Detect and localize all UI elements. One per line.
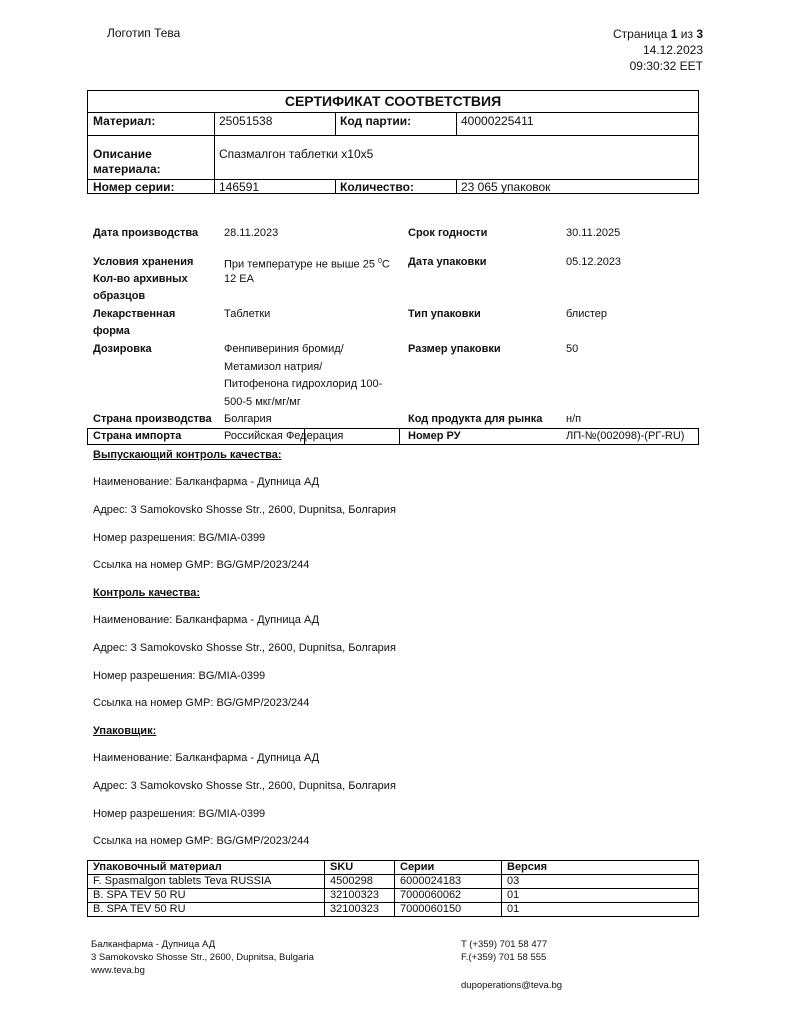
reg-label: Номер РУ xyxy=(408,430,461,442)
batch-value: 40000225411 xyxy=(461,114,534,128)
footer-email: dupoperations@teva.bg xyxy=(461,980,563,991)
quantity-label: Количество: xyxy=(340,180,414,194)
cell-series: 7000060150 xyxy=(395,903,502,917)
release-qc-gmp: Ссылка на номер GMP: BG/GMP/2023/244 xyxy=(93,559,310,571)
qc-gmp: Ссылка на номер GMP: BG/GMP/2023/244 xyxy=(93,697,310,709)
cell-version: 03 xyxy=(502,875,699,889)
form-label: Лекарственная форма xyxy=(93,308,176,337)
archive-value: 12 EA xyxy=(224,273,254,285)
quantity-value: 23 065 упаковок xyxy=(461,180,551,194)
page-number: Страница 1 из 3 xyxy=(613,27,703,41)
packer-title: Упаковщик: xyxy=(93,725,157,737)
page-header-info xyxy=(613,26,703,74)
pack-date-value: 05.12.2023 xyxy=(566,256,622,268)
import-row xyxy=(87,428,699,445)
cell-material: B. SPA TEV 50 RU xyxy=(88,903,325,917)
logo-placeholder: Логотип Тева xyxy=(107,26,181,40)
material-label: Материал: xyxy=(93,114,156,128)
pack-type-value: блистер xyxy=(566,308,608,320)
cell-material: F. Spasmalgon tablets Teva RUSSIA xyxy=(88,875,325,889)
packer-name: Наименование: Балканфарма - Дупница АД xyxy=(93,752,320,764)
storage-value: При температуре не выше 25 $^0$С xyxy=(224,258,390,271)
col-header-version: Версия xyxy=(502,861,699,875)
release-qc-name: Наименование: Балканфарма - Дупница АД xyxy=(93,476,320,488)
col-header-series: Серии xyxy=(395,861,502,875)
storage-label: Условия хранения xyxy=(93,256,194,268)
cell-sku: 32100323 xyxy=(325,903,395,917)
country-label: Страна производства xyxy=(93,413,212,425)
table-row xyxy=(88,875,699,889)
market-code-value: н/п xyxy=(566,413,582,425)
series-label: Номер серии: xyxy=(93,180,175,194)
cell-version: 01 xyxy=(502,889,699,903)
table-header-row xyxy=(88,861,699,875)
import-value: Российская Федерация xyxy=(224,430,344,442)
release-qc-permit: Номер разрешения: BG/MIA-0399 xyxy=(93,532,266,544)
import-label: Страна импорта xyxy=(93,430,182,442)
cell-version: 01 xyxy=(502,903,699,917)
release-qc-address: Адрес: 3 Samokovsko Shosse Str., 2600, Dupnitsa, Болгария xyxy=(93,504,396,516)
description-label: Описание материала: xyxy=(93,147,161,176)
col-header-sku: SKU xyxy=(325,861,395,875)
market-code-label: Код продукта для рынка xyxy=(408,413,543,425)
pack-size-label: Размер упаковки xyxy=(408,343,501,355)
batch-label: Код партии: xyxy=(340,114,412,128)
pack-size-value: 50 xyxy=(566,343,579,355)
col-header-material: Упаковочный материал xyxy=(88,861,325,875)
release-qc-title: Выпускающий контроль качества: xyxy=(93,449,282,461)
certificate-title: СЕРТИФИКАТ СООТВЕТСТВИЯ xyxy=(88,91,698,113)
dosage-label: Дозировка xyxy=(93,343,152,355)
cell-sku: 32100323 xyxy=(325,889,395,903)
archive-label: Кол-во архивных образцов xyxy=(93,273,188,302)
cell-material: B. SPA TEV 50 RU xyxy=(88,889,325,903)
pack-date-label: Дата упаковки xyxy=(408,256,487,268)
footer-website: www.teva.bg xyxy=(91,965,145,976)
footer-company-block xyxy=(91,938,314,977)
footer-contact-block xyxy=(461,938,547,964)
expiry-value: 30.11.2025 xyxy=(566,227,621,239)
qc-title: Контроль качества: xyxy=(93,587,201,599)
dosage-value: Фенпивериния бромид/Метамизол натрия/ Питофенона гидрохлорид 100-500-5 мкг/мг/мг xyxy=(224,343,383,408)
packer-address: Адрес: 3 Samokovsko Shosse Str., 2600, Dupnitsa, Болгария xyxy=(93,780,396,792)
material-value: 25051538 xyxy=(219,114,273,128)
reg-value: ЛП-№(002098)-(РГ-RU) xyxy=(566,430,685,442)
header-time: 09:30:32 EET xyxy=(629,59,703,73)
cell-sku: 4500298 xyxy=(325,875,395,889)
table-row xyxy=(88,889,699,903)
packaging-table xyxy=(87,860,699,917)
qc-address: Адрес: 3 Samokovsko Shosse Str., 2600, Dupnitsa, Болгария xyxy=(93,642,396,654)
certificate-table xyxy=(87,90,699,194)
country-value: Болгария xyxy=(224,413,272,425)
footer-company: Балканфарма - Дупница АД xyxy=(91,939,216,950)
qc-name: Наименование: Балканфарма - Дупница АД xyxy=(93,614,320,626)
packer-gmp: Ссылка на номер GMP: BG/GMP/2023/244 xyxy=(93,835,310,847)
qc-permit: Номер разрешения: BG/MIA-0399 xyxy=(93,670,266,682)
form-value: Таблетки xyxy=(224,308,271,320)
footer-fax: F.(+359) 701 58 555 xyxy=(461,952,547,963)
prod-date-value: 28.11.2023 xyxy=(224,227,279,239)
pack-type-label: Тип упаковки xyxy=(408,308,481,320)
prod-date-label: Дата производства xyxy=(93,227,199,239)
packer-permit: Номер разрешения: BG/MIA-0399 xyxy=(93,808,266,820)
cell-series: 6000024183 xyxy=(395,875,502,889)
table-row xyxy=(88,903,699,917)
description-value: Спазмалгон таблетки x10x5 xyxy=(219,147,374,161)
header-date: 14.12.2023 xyxy=(642,43,703,57)
series-value: 146591 xyxy=(219,180,260,194)
expiry-label: Срок годности xyxy=(408,227,488,239)
footer-address: 3 Samokovsko Shosse Str., 2600, Dupnitsa, Bulgaria xyxy=(91,952,314,963)
cell-series: 7000060062 xyxy=(395,889,502,903)
footer-phone: T (+359) 701 58 477 xyxy=(461,939,548,950)
